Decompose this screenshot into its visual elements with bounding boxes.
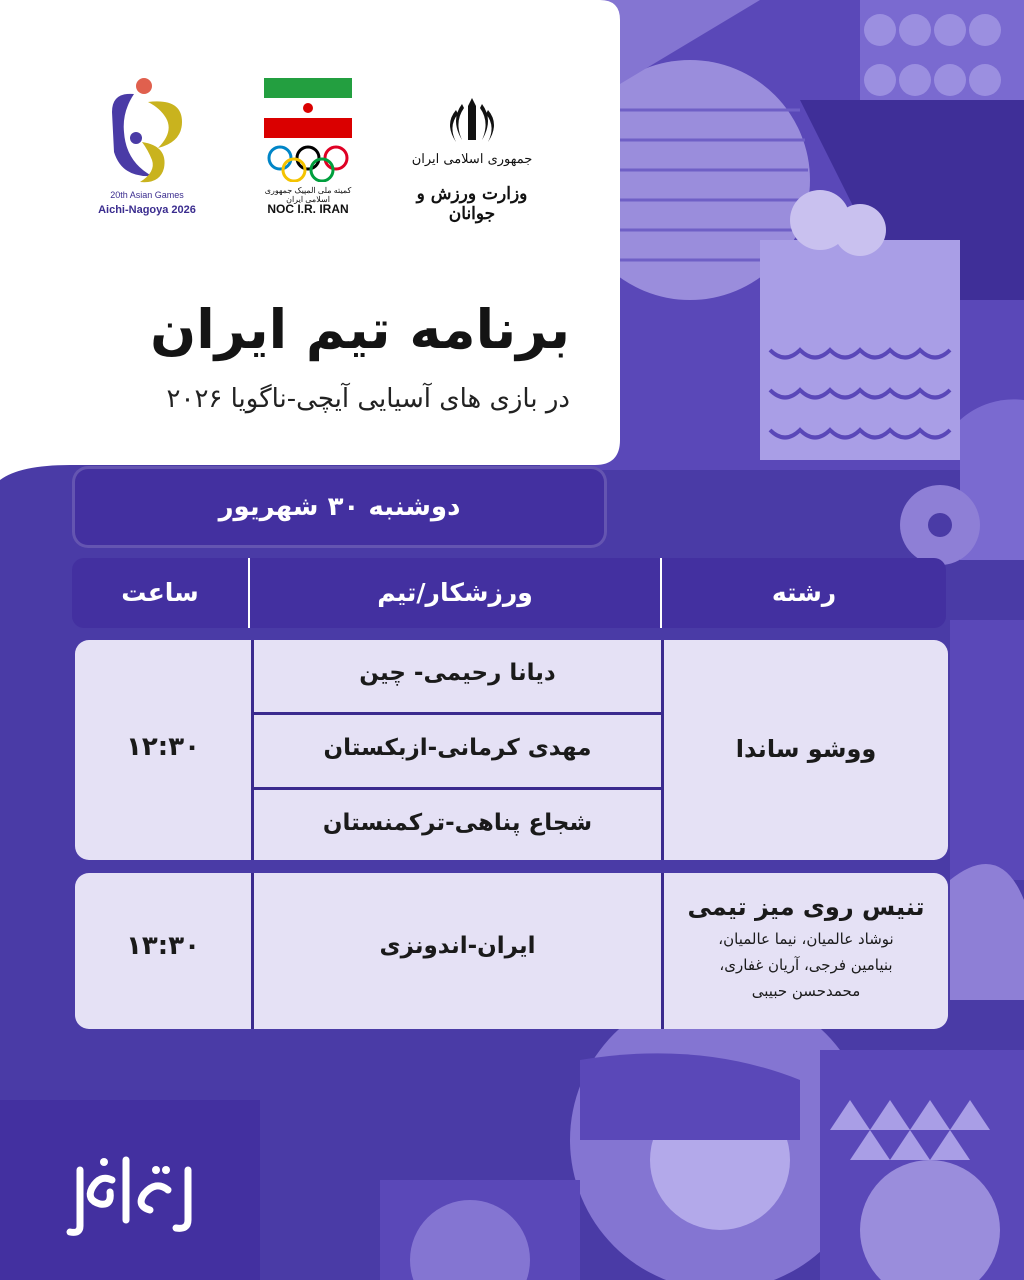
ministry-caption-name: وزارت ورزش و جوانان: [416, 184, 528, 224]
date-banner: [72, 466, 607, 548]
iran-flag-olympic-rings-icon: [258, 78, 358, 182]
athlete-entry: ایران-اندونزی: [379, 933, 536, 959]
noc-caption-fa: کمیته ملی المپیک جمهوری اسلامی ایران: [264, 186, 352, 204]
iran-ghahreman-brand-logo: [60, 1140, 210, 1240]
row-divider: [251, 787, 664, 790]
ministry-logo: [392, 96, 552, 224]
ministry-caption-country: جمهوری اسلامی ایران: [411, 152, 533, 167]
row-time: ۱۳:۳۰: [126, 931, 200, 961]
team-member-line: بنیامین فرجی، آریان غفاری،: [719, 955, 893, 974]
header-athlete: ورزشکار/تیم: [377, 578, 533, 607]
team-members: [664, 927, 948, 1004]
header-time: ساعت: [121, 578, 199, 607]
row-sport: تنیس روی میز تیمی: [687, 893, 925, 921]
date-label: دوشنبه ۳۰ شهریور: [218, 492, 461, 522]
page-title: برنامه تیم ایران: [150, 298, 570, 361]
asian-games-emblem-icon: [82, 72, 212, 190]
athlete-entry: مهدی کرمانی-ازبکستان: [323, 735, 592, 761]
table-header: [72, 558, 946, 628]
team-member-line: محمدحسن حبیبی: [751, 981, 861, 1000]
page-subtitle: در بازی های آسیایی آیچی-ناگویا ۲۰۲۶: [166, 384, 570, 414]
iran-emblem-icon: [392, 96, 552, 146]
row-divider: [251, 712, 664, 715]
header-sport: رشته: [771, 578, 837, 607]
table-row: [75, 640, 948, 860]
athlete-entry: دیانا رحیمی- چین: [359, 660, 556, 686]
noc-caption-en: NOC I.R. IRAN: [267, 202, 349, 216]
table-row: [75, 873, 948, 1029]
row-time: ۱۲:۳۰: [126, 732, 200, 762]
team-member-line: نوشاد عالمیان، نیما عالمیان،: [718, 930, 894, 948]
row-sport: ووشو ساندا: [735, 735, 877, 763]
noc-logo: [258, 78, 358, 218]
asian-games-caption: 20th Asian Games: [110, 190, 184, 200]
athlete-entry: شجاع پناهی-ترکمنستان: [322, 810, 593, 836]
asian-games-caption-location: Aichi-Nagoya 2026: [98, 204, 196, 216]
asian-games-logo: [82, 72, 212, 222]
